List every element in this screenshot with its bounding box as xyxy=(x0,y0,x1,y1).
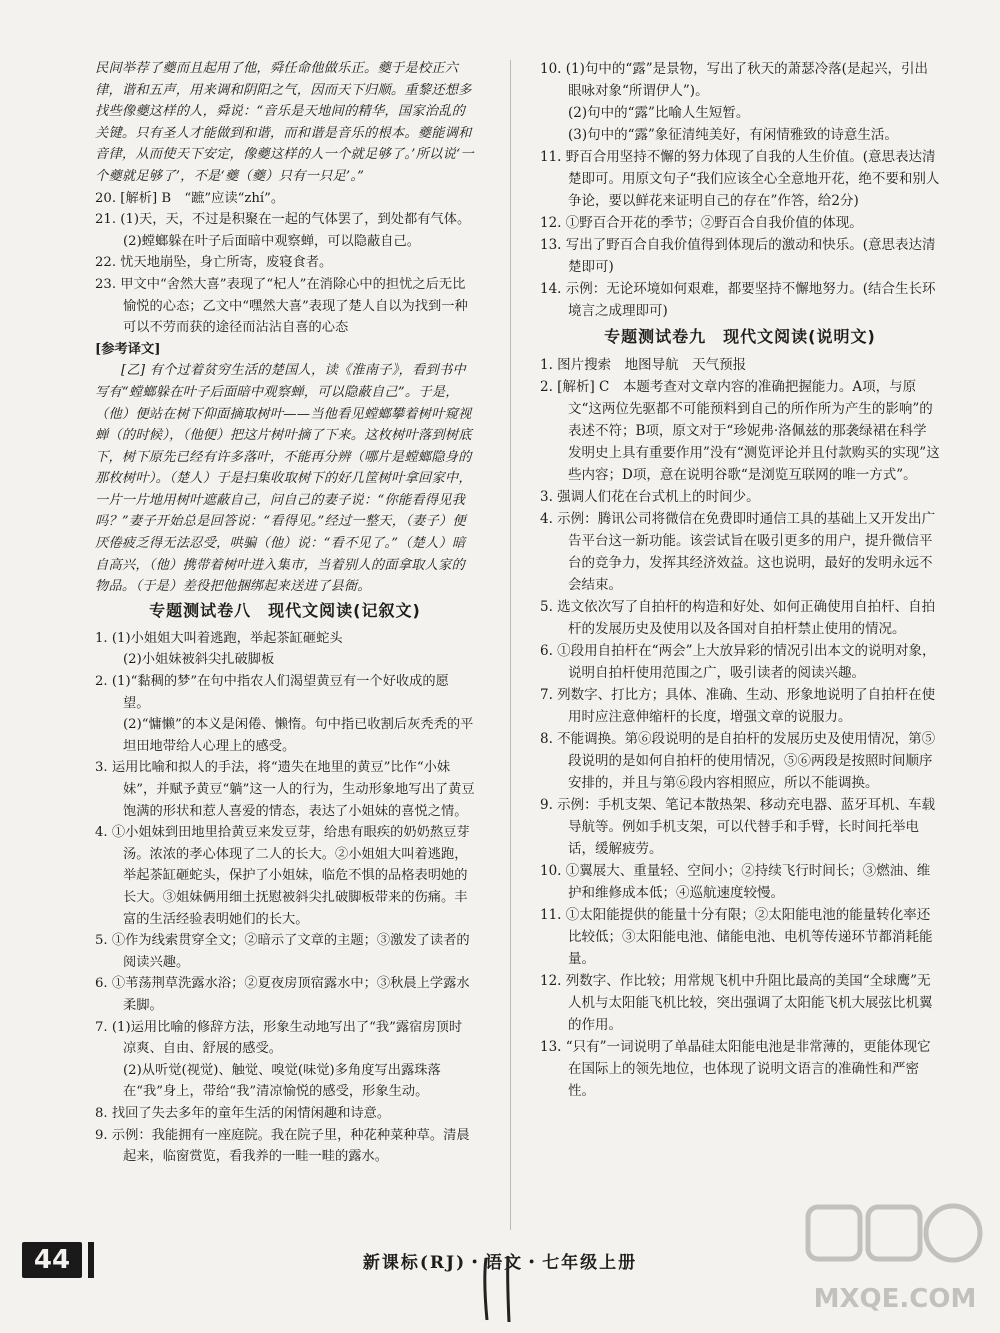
left-answer-item: (2)从听觉(视觉)、触觉、嗅觉(味觉)多角度写出露珠落在“我”身上，带给“我”清凉愉悦的感受，形象生动。 xyxy=(123,1062,441,1100)
right-answer-item: (2)句中的“露”比喻人生短暂。 xyxy=(568,105,750,121)
column-divider xyxy=(510,60,511,1230)
right-answer-item: 12. 列数字、作比较；用常规飞机中升阻比最高的美国“全球鹰”无人机与太阳能飞机比较，突出强调了太阳能飞机大展弦比机翼的作用。 xyxy=(540,973,933,1033)
left-answer-item: 21. (1)天，天，不过是积聚在一起的气体罢了，到处都有气体。 xyxy=(95,212,471,228)
left-answer-item: 3. 运用比喻和拟人的手法，将“遗失在地里的黄豆”比作“小妹妹”，并赋予黄豆“躺”这一人的行为，生动形象地写出了黄豆饱满的形状和惹人喜爱的情态，表达了小姐妹的喜悦之情。 xyxy=(95,760,475,819)
left-column xyxy=(95,58,475,1168)
right-answer-item: 13. “只有”一词说明了单晶硅太阳能电池是非常薄的，更能体现它在国际上的领先地位，也体现了说明文语言的准确性和严密性。 xyxy=(540,1039,931,1099)
left-answer-item: 1. (1)小姐姐大叫着逃跑，举起茶缸砸蛇头 xyxy=(95,630,343,646)
left-answer-item: [乙] 有个过着贫穷生活的楚国人，读《淮南子》，看到书中写有“螳螂躲在叶子后面暗中观察蝉，可以隐蔽自己”。于是，（他）便站在树下仰面摘取树叶——当他看见螳螂攀着树叶窥视蝉（的时候），（他便）把这片树叶摘了下来。这枚树叶落到树底下，树下原先已经有许多落叶，不能再分辨（哪片是螳螂隐身的那枚树叶）。（楚人）于是扫集收取树下的好几筐树叶拿回家中，一片一片地用树叶遮蔽自己，问自己的妻子说：“你能看得见我吗？”妻子开始总是回答说：“看得见。”经过一整天，（妻子）便厌倦疲乏得无法忍受，哄骗（他）说：“看不见了。”（楚人）暗自高兴，（他）携带着树叶进入集市，当着别人的面拿取人家的物品。（于是）差役把他捆绑起来送进了县衙。 xyxy=(95,363,472,595)
left-answer-item: 7. (1)运用比喻的修辞方法，形象生动地写出了“我”露宿房顶时凉爽、自由、舒展的感受。 xyxy=(95,1019,463,1057)
left-answer-item: 20. [解析] B “蹠”应读“zhí”。 xyxy=(95,190,285,206)
right-answer-item: 3. 强调人们花在台式机上的时间少。 xyxy=(540,489,760,505)
left-answer-item: 6. ①苇荡荆草洗露水浴；②夏夜房顶宿露水中；③秋晨上学露水柔脚。 xyxy=(95,976,470,1013)
right-answer-item: 7. 列数字、打比方；具体、准确、生动、形象地说明了自拍杆在使用时应注意伸缩杆的长度，增强文章的说服力。 xyxy=(540,687,936,725)
watermark-logo xyxy=(800,1195,990,1325)
watermark-url: MXQE.COM xyxy=(813,1284,977,1314)
left-answer-item: 民间举荐了夔而且起用了他，舜任命他做乐正。夔于是校正六律，谐和五声，用来调和阴阳之气，因而天下归顺。重黎还想多找些像夔这样的人，舜说：“音乐是天地间的精华，国家治乱的关键。只有圣人才能做到和谐，而和谐是音乐的根本。夔能调和音律，从而使天下安定，像夔这样的人一个就足够了。’所以说‘一个夔就足够了’，不是‘夔（夔）只有一只足’。” xyxy=(95,61,474,184)
left-answer-item: 22. 忧天地崩坠，身亡所寄，废寝食者。 xyxy=(95,255,333,271)
left-answer-item: 4. ①小姐妹到田地里拾黄豆来发豆芽，给患有眼疾的奶奶熬豆芽汤。浓浓的孝心体现了二人的长大。②小姐姐大叫着逃跑，举起茶缸砸蛇头，保护了小姐妹，临危不惧的品格表明她的长大。③姐妹俩用细土抚慰被斜尖扎破脚板带来的伤痛。丰富的生活经验表明她们的长大。 xyxy=(95,825,470,927)
right-answer-item: 14. 示例：无论环境如何艰难，都要坚持不懈地努力。(结合生长环境言之成理即可) xyxy=(540,281,936,319)
book-series-title: 新课标(RJ)・语文・七年级上册 xyxy=(362,1253,638,1273)
left-answer-item: 23. 甲文中“舍然大喜”表现了“杞人”在消除心中的担忧之后无比愉悦的心态；乙文中“嘿然大喜”表现了楚人自以为找到一种可以不劳而获的途径而沾沾自喜的心态 xyxy=(95,276,468,336)
right-answer-item: 4. 示例：腾讯公司将微信在免费即时通信工具的基础上又开发出广告平台这一新功能。该尝试旨在吸引更多的用户，提升微信平台的竞争力，发挥其经济效益。这也说明，最好的发明永远不会结束。 xyxy=(540,511,936,593)
section-title: 专题测试卷八 现代文阅读(记叙文) xyxy=(149,600,421,620)
right-answer-item: 5. 选文依次写了自拍杆的构造和好处、如何正确使用自拍杆、自拍杆的发展历史及使用以及各国对自拍杆禁止使用的情况。 xyxy=(540,599,936,637)
right-answer-item: 11. ①太阳能提供的能量十分有限；②太阳能电池的能量转化率还比较低；③太阳能电池、储能电池、电机等传递环节都消耗能量。 xyxy=(540,907,933,967)
left-answer-item: [参考译文] xyxy=(95,341,161,357)
right-answer-item: (3)句中的“露”象征清纯美好，有闲情雅致的诗意生活。 xyxy=(568,127,898,143)
left-answer-item: (2)螳螂躲在叶子后面暗中观察蝉，可以隐蔽自己。 xyxy=(123,233,421,249)
right-answer-item: 8. 不能调换。第⑥段说明的是自拍杆的发展历史及使用情况，第⑤段说明的是如何自拍杆的使用情况，⑤⑥两段是按照时间顺序安排的，并且与第⑥段内容相照应，所以不能调换。 xyxy=(540,731,936,791)
left-answer-item: 8. 找回了失去多年的童年生活的闲情闲趣和诗意。 xyxy=(95,1105,391,1121)
page-number-bar xyxy=(88,1242,94,1278)
section-title: 专题测试卷九 现代文阅读(说明文) xyxy=(604,327,876,346)
left-answer-item: (2)“慵懒”的本义是闲倦、懒惰。句中指已收割后灰秃秃的平坦田地带给人心理上的感受。 xyxy=(123,717,474,754)
right-column xyxy=(540,58,940,1102)
right-answer-item: 9. 示例：手机支架、笔记本散热架、移动充电器、蓝牙耳机、车载导航等。例如手机支架，可以代替手和手臂，长时间托举电话，缓解疲劳。 xyxy=(540,797,936,857)
left-answer-item: 2. (1)“黏稠的梦”在句中指农人们渴望黄豆有一个好收成的愿望。 xyxy=(95,674,449,711)
right-answer-item: 12. ①野百合开花的季节；②野百合自我价值的体现。 xyxy=(540,215,863,231)
left-answer-item: 5. ①作为线索贯穿全文；②暗示了文章的主题；③激发了读者的阅读兴趣。 xyxy=(95,933,470,970)
right-answer-item: 1. 图片搜索 地图导航 天气预报 xyxy=(540,357,747,373)
right-answer-item: 13. 写出了野百合自我价值得到体现后的激动和快乐。(意思表达清楚即可) xyxy=(540,237,936,275)
page-number: 44 xyxy=(22,1242,82,1278)
handwritten-mark xyxy=(474,1254,534,1324)
right-answer-item: 6. ①段用自拍杆在“两会”上大放异彩的情况引出本文的说明对象，说明自拍杆使用范围之广，吸引读者的阅读兴趣。 xyxy=(540,643,936,681)
right-answer-item: 10. ①翼展大、重量轻、空间小；②持续飞行时间长；③燃油、维护和维修成本低；④巡航速度较慢。 xyxy=(540,863,931,901)
right-answer-item: 2. [解析] C 本题考查对文章内容的准确把握能力。A项，与原文“这两位先驱都不可能预料到自己的所作所为产生的影响”的表述不符；B项，原文对于“珍妮弗·洛佩兹的那袭绿裙在科学发明史上具有重要作用”没有“测览评论并且付款购买的实现”这些内容；D项，意在说明谷歌“是浏览互联网的唯一方式”。 xyxy=(540,379,940,483)
left-answer-item: 9. 示例：我能拥有一座庭院。我在院子里，种花种菜种草。清晨起来，临窗赏览，看我养的一畦一畦的露水。 xyxy=(95,1127,470,1165)
left-answer-item: (2)小姐妹被斜尖扎破脚板 xyxy=(123,652,275,668)
right-answer-item: 10. (1)句中的“露”是景物，写出了秋天的萧瑟冷落(是起兴，引出眼咏对象“所谓伊人”)。 xyxy=(540,61,928,99)
right-answer-item: 11. 野百合用坚持不懈的努力体现了自我的人生价值。(意思表达清楚即可。用原文句子“我们应该全心全意地开花，绝不要和别人争论，要以鲜花来证明自己的存在”作答，给2分) xyxy=(540,149,940,209)
